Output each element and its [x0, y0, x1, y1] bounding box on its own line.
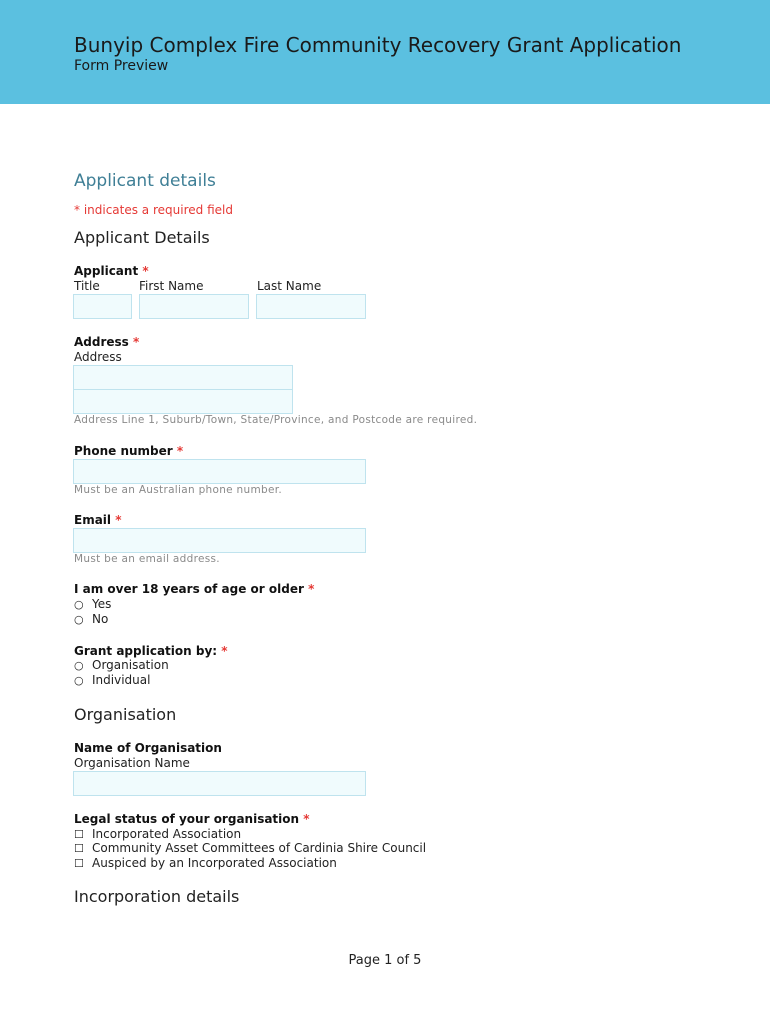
radio-icon[interactable]: ○: [74, 659, 84, 672]
grant-by-label: Grant application by: *: [74, 644, 228, 658]
last-name-sublabel: Last Name: [257, 279, 322, 293]
first-name-input[interactable]: [139, 294, 249, 319]
address-label: Address *: [74, 335, 140, 349]
title-input[interactable]: [73, 294, 132, 319]
organisation-name-sublabel: Organisation Name: [74, 756, 190, 770]
legal-status-label: Legal status of your organisation *: [74, 812, 310, 826]
incorporation-heading: Incorporation details: [74, 887, 240, 906]
first-name-sublabel: First Name: [139, 279, 204, 293]
legal-status-option-incorporated[interactable]: ☐ Incorporated Association: [74, 827, 242, 841]
phone-help: Must be an Australian phone number.: [74, 484, 283, 496]
last-name-input[interactable]: [256, 294, 366, 319]
address-line-1-input[interactable]: [73, 365, 293, 390]
address-sublabel: Address: [74, 350, 122, 364]
required-note: * indicates a required field: [74, 203, 233, 217]
checkbox-icon[interactable]: ☐: [74, 828, 84, 841]
legal-status-option-auspiced[interactable]: ☐ Auspiced by an Incorporated Association: [74, 856, 337, 870]
radio-icon[interactable]: ○: [74, 598, 84, 611]
age-option-no[interactable]: ○ No: [74, 612, 109, 626]
age-label: I am over 18 years of age or older *: [74, 582, 315, 596]
phone-label: Phone number *: [74, 444, 184, 458]
address-help: Address Line 1, Suburb/Town, State/Province, and Postcode are required.: [74, 414, 478, 426]
email-help: Must be an email address.: [74, 553, 220, 565]
checkbox-icon[interactable]: ☐: [74, 842, 84, 855]
form-subtitle: Form Preview: [74, 58, 169, 74]
email-input[interactable]: [73, 528, 366, 553]
grant-by-option-organisation[interactable]: ○ Organisation: [74, 658, 169, 672]
form-header: [0, 0, 770, 104]
applicant-details-heading: Applicant Details: [74, 228, 210, 247]
age-option-yes[interactable]: ○ Yes: [74, 597, 112, 611]
applicant-label: Applicant *: [74, 264, 149, 278]
phone-input[interactable]: [73, 459, 366, 484]
radio-icon[interactable]: ○: [74, 613, 84, 626]
organisation-name-label: Name of Organisation: [74, 741, 222, 755]
section-title: Applicant details: [74, 171, 216, 191]
grant-by-option-individual[interactable]: ○ Individual: [74, 673, 151, 687]
legal-status-option-committees[interactable]: ☐ Community Asset Committees of Cardinia Shire Council: [74, 841, 427, 855]
organisation-name-input[interactable]: [73, 771, 366, 796]
checkbox-icon[interactable]: ☐: [74, 857, 84, 870]
form-title: Bunyip Complex Fire Community Recovery Grant Application: [74, 33, 682, 57]
address-line-2-input[interactable]: [73, 389, 293, 414]
radio-icon[interactable]: ○: [74, 674, 84, 687]
email-label: Email *: [74, 513, 122, 527]
title-sublabel: Title: [74, 279, 100, 293]
page-number: Page 1 of 5: [348, 953, 422, 968]
organisation-heading: Organisation: [74, 705, 177, 724]
